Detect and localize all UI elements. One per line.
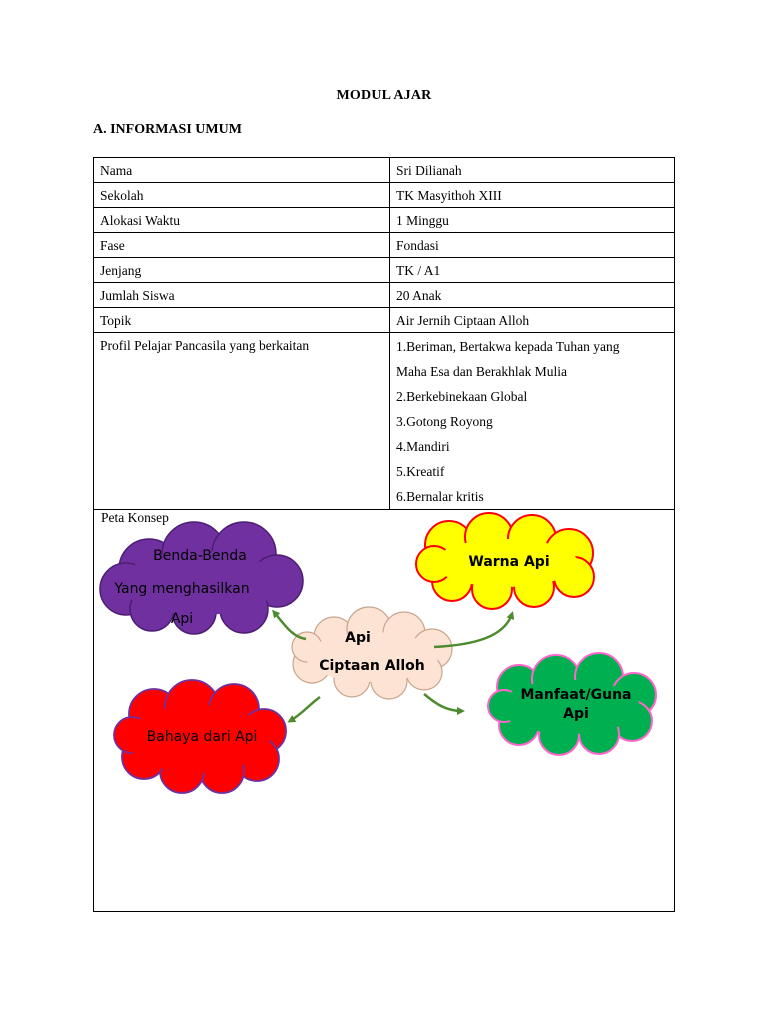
table-row — [94, 258, 675, 283]
row-label-profil: Profil Pelajar Pancasila yang berkaitan — [94, 333, 390, 510]
row-value-alokasi-waktu: 1 Minggu — [390, 208, 675, 233]
row-label-fase: Fase — [94, 233, 390, 258]
cloud-manfaat — [488, 653, 656, 755]
cloud-center — [292, 607, 452, 699]
document-title: MODUL AJAR — [336, 88, 432, 103]
row-value-fase: Fondasi — [390, 233, 675, 258]
cloud-warna — [416, 513, 594, 609]
table-row — [94, 308, 675, 333]
table-row — [94, 233, 675, 258]
cloud-benda-line2: Yang menghasilkan — [114, 581, 250, 597]
profil-item: 5.Kreatif — [396, 464, 445, 479]
section-heading-informasi-umum: A. INFORMASI UMUM — [93, 122, 242, 137]
profil-item: 6.Bernalar kritis — [396, 489, 484, 504]
arrow-to-manfaat — [424, 694, 462, 711]
cloud-center-line1: Api — [345, 630, 371, 646]
concept-map-diagram — [94, 509, 674, 911]
table-row — [94, 158, 675, 183]
row-label-jumlah-siswa: Jumlah Siswa — [94, 283, 390, 308]
row-value-nama: Sri Dilianah — [390, 158, 675, 183]
cloud-benda-line1: Benda-Benda — [153, 548, 247, 564]
row-value-jenjang: TK / A1 — [390, 258, 675, 283]
row-value-profil — [390, 333, 675, 510]
cloud-benda-line3: Api — [170, 611, 194, 627]
cloud-manfaat-line1: Manfaat/Guna — [520, 687, 632, 703]
cloud-bahaya-label: Bahaya dari Api — [146, 729, 258, 745]
arrow-to-bahaya — [290, 697, 320, 721]
row-label-topik: Topik — [94, 308, 390, 333]
row-label-sekolah: Sekolah — [94, 183, 390, 208]
cloud-center-line2: Ciptaan Alloh — [319, 658, 425, 674]
table-row — [94, 208, 675, 233]
table-row — [94, 283, 675, 308]
table-row — [94, 333, 675, 510]
cloud-manfaat-line2: Api — [563, 706, 589, 722]
row-label-nama: Nama — [94, 158, 390, 183]
row-label-jenjang: Jenjang — [94, 258, 390, 283]
profil-item: 1.Beriman, Bertakwa kepada Tuhan yang — [396, 339, 620, 354]
profil-item: 4.Mandiri — [396, 439, 450, 454]
profil-item: 2.Berkebinekaan Global — [396, 389, 528, 404]
cloud-bahaya — [114, 680, 286, 793]
row-value-jumlah-siswa: 20 Anak — [390, 283, 675, 308]
info-table — [93, 157, 675, 510]
table-row — [94, 183, 675, 208]
row-value-sekolah: TK Masyithoh XIII — [390, 183, 675, 208]
row-label-alokasi-waktu: Alokasi Waktu — [94, 208, 390, 233]
profil-item: 3.Gotong Royong — [396, 414, 493, 429]
cloud-benda — [100, 522, 303, 634]
row-value-topik: Air Jernih Ciptaan Alloh — [390, 308, 675, 333]
cloud-warna-label: Warna Api — [468, 554, 550, 570]
concept-map-label: Peta Konsep — [101, 510, 169, 525]
concept-map-cell — [93, 509, 675, 912]
profil-item: Maha Esa dan Berakhlak Mulia — [396, 364, 567, 379]
